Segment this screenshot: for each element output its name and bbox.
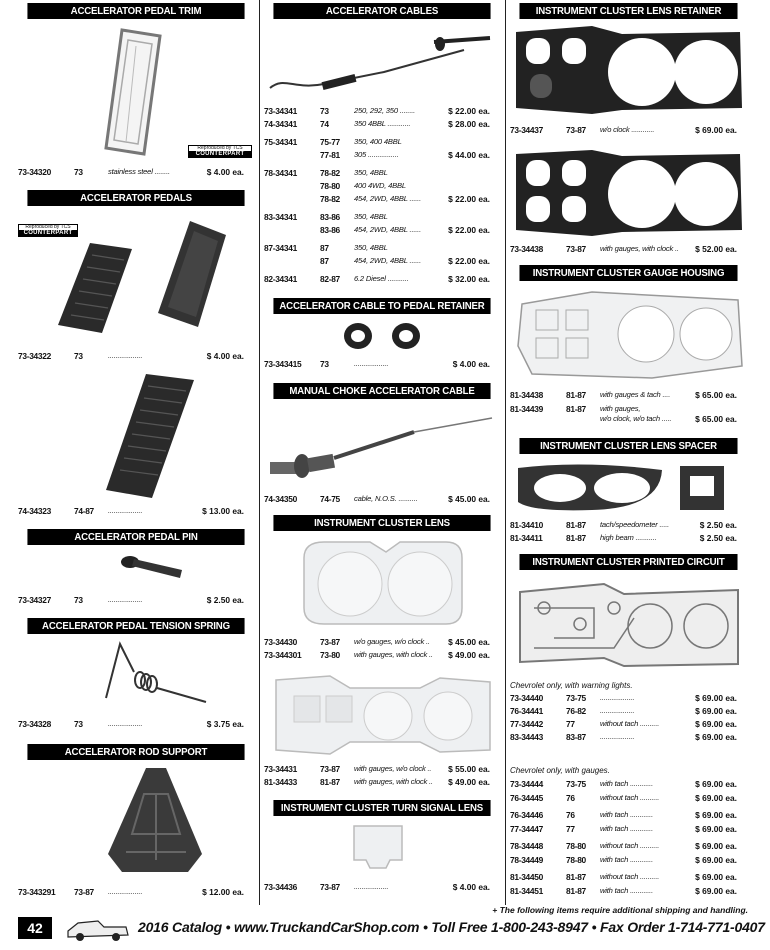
product-row: 73-34438 73-87 with gauges, with clock .. $ 52.00 ea. xyxy=(510,244,737,254)
section-tension-spring xyxy=(18,618,254,634)
product-row: 77-34447 77 with tach ............ $ 69.00 ea. xyxy=(510,824,737,834)
pedal-long-image xyxy=(104,372,196,500)
shipping-note: + The following items require additional shipping and handling. xyxy=(492,905,748,915)
column-divider xyxy=(505,0,506,905)
section-printed-circuit xyxy=(510,554,747,570)
rod-support-image xyxy=(106,764,206,876)
section-title: ACCELERATOR PEDAL PIN xyxy=(27,529,244,545)
turn-signal-lens-image xyxy=(350,822,406,872)
product-row: 81-34411 81-87 high beam ........... $ 2.50 ea. xyxy=(510,533,737,543)
section-pedal-trim xyxy=(18,3,254,19)
product-row: 73-34327 73 .................. $ 2.50 ea. xyxy=(18,595,244,605)
product-row: 73-34328 73 .................. $ 3.75 ea. xyxy=(18,719,244,729)
section-lens-spacer xyxy=(510,438,747,454)
product-row: 81-34451 81-87 with tach ............ $ 69.00 ea. xyxy=(510,886,737,896)
product-row: 81-34439 81-87 with gauges, xyxy=(510,404,641,414)
product-row: 74-34341 74 350 4BBL ............ $ 28.00 ea. xyxy=(264,119,490,129)
product-row: 73-343291 73-87 .................. $ 12.00 ea. xyxy=(18,887,244,897)
product-row: 73-34436 73-87 .................. $ 4.00 ea. xyxy=(264,882,490,892)
page-footer xyxy=(0,905,770,950)
product-row: 73-34322 73 .................. $ 4.00 ea. xyxy=(18,351,244,361)
product-row: 75-34341 75-77 350, 400 4BBL xyxy=(264,137,402,147)
lens-retainer-image-1 xyxy=(512,22,746,116)
product-row: 81-34438 81-87 with gauges & tach .... $ 65.00 ea. xyxy=(510,390,737,400)
footer-contact: 2016 Catalog • www.TruckandCarShop.com • Toll Free 1-800-243-8947 • Fax Order 1-714-771-0407 xyxy=(138,919,765,935)
printed-circuit-image xyxy=(514,578,744,674)
section-title: MANUAL CHOKE ACCELERATOR CABLE xyxy=(273,383,490,399)
section-title: INSTRUMENT CLUSTER LENS RETAINER xyxy=(519,3,737,19)
section-turn-signal-lens xyxy=(264,800,500,816)
product-row: 73-34437 73-87 w/o clock ............ $ 69.00 ea. xyxy=(510,125,737,135)
section-cable-retainer xyxy=(264,298,500,314)
column-divider xyxy=(259,0,260,905)
section-lens-retainer xyxy=(510,3,747,19)
cluster-lens-image-1 xyxy=(300,538,466,628)
product-row: 76-34446 76 with tach ............ $ 69.00 ea. xyxy=(510,810,737,820)
counterpart-logo: Reproduced by TCS COUNTERPART xyxy=(188,145,252,158)
product-row: 81-34433 81-87 with gauges, with clock .. $ 49.00 ea. xyxy=(264,777,490,787)
product-row: 87 454, 2WD, 4BBL ...... $ 22.00 ea. xyxy=(320,256,490,266)
group-label: Chevrolet only, with warning lights. xyxy=(510,681,633,690)
product-row: 73-34431 73-87 with gauges, w/o clock .. $ 55.00 ea. xyxy=(264,764,490,774)
product-row: 83-34443 83-87 .................. $ 69.00 ea. xyxy=(510,732,737,742)
section-title: INSTRUMENT CLUSTER GAUGE HOUSING xyxy=(519,265,737,281)
product-row: 76-34445 76 without tach .......... $ 69.00 ea. xyxy=(510,793,737,803)
product-row: w/o clock, w/o tach ..... $ 65.00 ea. xyxy=(600,414,737,424)
lens-spacer-image xyxy=(512,460,746,516)
product-row: 73-34320 73 stainless steel ........ $ 4.00 ea. xyxy=(18,167,244,177)
section-choke-cable xyxy=(264,383,500,399)
product-row: 73-343415 73 .................. $ 4.00 ea. xyxy=(264,359,490,369)
section-cluster-lens xyxy=(264,515,500,531)
product-row: 77-34442 77 without tach .......... $ 69.00 ea. xyxy=(510,719,737,729)
section-rod-support xyxy=(18,744,254,760)
section-gauge-housing xyxy=(510,265,747,281)
pedal-pin-image xyxy=(118,552,186,582)
product-row: 82-34341 82-87 6.2 Diesel ........... $ 32.00 ea. xyxy=(264,274,490,284)
cable-retainer-image xyxy=(338,320,428,352)
page-number: 42 xyxy=(18,917,52,939)
product-row: 73-34444 73-75 with tach ............ $ 69.00 ea. xyxy=(510,779,737,789)
section-title: INSTRUMENT CLUSTER PRINTED CIRCUIT xyxy=(519,554,737,570)
counterpart-logo: Reproduced by TCS COUNTERPART xyxy=(18,224,78,237)
product-row: 73-34341 73 250, 292, 350 ........ $ 22.00 ea. xyxy=(264,106,490,116)
gauge-housing-image xyxy=(512,286,746,382)
pedals-image xyxy=(40,213,250,338)
section-title: ACCELERATOR PEDAL TRIM xyxy=(27,3,244,19)
product-row: 81-34410 81-87 tach/speedometer ..... $ 2.50 ea. xyxy=(510,520,737,530)
lens-retainer-image-2 xyxy=(512,146,746,238)
product-row: 76-34441 76-82 .................. $ 69.00 ea. xyxy=(510,706,737,716)
section-title: ACCELERATOR PEDALS xyxy=(27,190,244,206)
product-row: 87-34341 87 350, 4BBL xyxy=(264,243,388,253)
choke-cable-image xyxy=(264,410,500,484)
accelerator-cable-image xyxy=(264,28,500,98)
section-title: ACCELERATOR ROD SUPPORT xyxy=(27,744,244,760)
group-label: Chevrolet only, with gauges. xyxy=(510,766,610,775)
product-row: 78-82 454, 2WD, 4BBL ...... $ 22.00 ea. xyxy=(320,194,490,204)
product-row: 74-34323 74-87 .................. $ 13.00 ea. xyxy=(18,506,244,516)
tension-spring-image xyxy=(102,640,212,704)
product-row: 83-86 454, 2WD, 4BBL ...... $ 22.00 ea. xyxy=(320,225,490,235)
section-title: ACCELERATOR CABLES xyxy=(273,3,490,19)
product-row: 78-34341 78-82 350, 4BBL xyxy=(264,168,388,178)
section-pedals xyxy=(18,190,254,206)
pedal-trim-image xyxy=(100,26,166,158)
product-row: 73-34430 73-87 w/o gauges, w/o clock .. $ 45.00 ea. xyxy=(264,637,490,647)
truck-icon xyxy=(64,915,132,943)
section-title: ACCELERATOR CABLE TO PEDAL RETAINER xyxy=(273,298,490,314)
section-title: INSTRUMENT CLUSTER LENS SPACER xyxy=(519,438,737,454)
product-row: 73-344301 73-80 with gauges, with clock .. $ 49.00 ea. xyxy=(264,650,490,660)
product-row: 83-34341 83-86 350, 4BBL xyxy=(264,212,388,222)
section-pedal-pin xyxy=(18,529,254,545)
cluster-lens-image-2 xyxy=(270,672,496,758)
product-row: 73-34440 73-75 .................. $ 69.00 ea. xyxy=(510,693,737,703)
product-row: 77-81 305 ................ $ 44.00 ea. xyxy=(320,150,490,160)
product-row: 78-80 400 4WD, 4BBL xyxy=(320,181,406,191)
section-cables xyxy=(264,3,500,19)
section-title: INSTRUMENT CLUSTER TURN SIGNAL LENS xyxy=(273,800,490,816)
section-title: ACCELERATOR PEDAL TENSION SPRING xyxy=(27,618,244,634)
product-row: 81-34450 81-87 without tach .......... $ 69.00 ea. xyxy=(510,872,737,882)
product-row: 74-34350 74-75 cable, N.O.S. .......... $ 45.00 ea. xyxy=(264,494,490,504)
product-row: 78-34449 78-80 with tach ............ $ 69.00 ea. xyxy=(510,855,737,865)
section-title: INSTRUMENT CLUSTER LENS xyxy=(273,515,490,531)
product-row: 78-34448 78-80 without tach .......... $ 69.00 ea. xyxy=(510,841,737,851)
